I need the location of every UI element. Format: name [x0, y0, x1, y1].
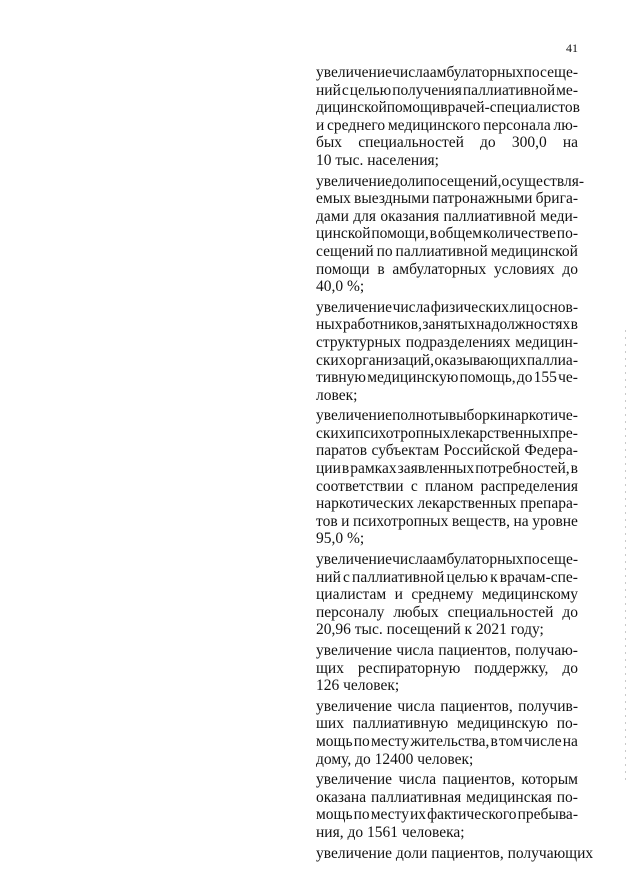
list-item [316, 844, 594, 863]
text-line: 10 тыс. населения; [316, 151, 439, 169]
text-line: увеличение доли пациентов, получающих [316, 844, 594, 862]
text-line: 20,96 тыс. посещений к 2021 году; [316, 621, 544, 639]
text-line: тивную медицинскую помощь, до 155 че- [316, 369, 578, 387]
text-line: мощь по месту их фактического пребыва- [316, 806, 578, 824]
list-item [316, 771, 578, 841]
text-line: емых выездными патронажными брига- [316, 190, 578, 208]
list-item [316, 407, 578, 548]
text-line: увеличение числа пациентов, которым [316, 771, 578, 789]
text-line: наркотических лекарственных препара- [316, 495, 578, 513]
text-line: 95,0 %; [316, 530, 365, 548]
text-line: мощь по месту жительства, в том числе на [316, 732, 578, 750]
text-line: увеличение полноты выборки наркотиче- [316, 407, 578, 425]
text-line: ний с целью получения паллиативной ме- [316, 81, 578, 99]
text-line: щих респираторную поддержку, до [316, 659, 578, 677]
page-number: 41 [566, 41, 578, 55]
list-item [316, 64, 578, 170]
text-line: циалистам и среднему медицинскому [316, 586, 578, 604]
list-item [316, 642, 578, 695]
text-line: 126 человек; [316, 677, 400, 695]
text-line: ных работников, занятых на должностях в [316, 316, 578, 334]
text-line: сещений по паллиативной медицинской [316, 242, 578, 260]
text-line: ших паллиативную медицинскую по- [316, 715, 578, 733]
text-line: паратов субъектам Российской Федера- [316, 442, 578, 460]
list-item [316, 172, 585, 296]
text-line: увеличение числа физических лиц основ- [316, 298, 578, 316]
text-line: соответствии с планом распределения [316, 477, 578, 495]
text-line: бых специальностей до 300,0 на [316, 134, 578, 152]
text-line: дицинской помощи врачей-специалистов [316, 99, 580, 117]
text-line: цинской помощи, в общем количестве по- [316, 225, 578, 243]
text-line: ских и психотропных лекарственных пре- [316, 424, 578, 442]
text-line: структурных подразделениях медицин- [316, 333, 578, 351]
list-item [316, 551, 578, 639]
text-line: ний с паллиативной целью к врачам-спе- [316, 568, 578, 586]
list-item [316, 299, 578, 405]
scan-artifact-line [625, 330, 626, 780]
text-line: персоналу любых специальностей до [316, 603, 578, 621]
text-line: ции в рамках заявленных потребностей, в [316, 460, 578, 478]
text-line: и среднего медицинского персонала лю- [316, 116, 578, 134]
text-line: помощи в амбулаторных условиях до [316, 260, 578, 278]
text-line: оказана паллиативная медицинская по- [316, 788, 578, 806]
text-line: ских организаций, оказывающих паллиа- [316, 351, 578, 369]
text-line: увеличение доли посещений, осуществля- [316, 172, 585, 190]
text-line: дому, до 12400 человек; [316, 750, 474, 768]
document-body [316, 64, 594, 862]
text-line: тов и психотропных веществ, на уровне [316, 512, 578, 530]
text-line: увеличение числа пациентов, получив- [316, 697, 578, 715]
list-item [316, 698, 578, 768]
text-line: дами для оказания паллиативной меди- [316, 207, 578, 225]
text-line: ловек; [316, 386, 358, 404]
text-line: ния, до 1561 человека; [316, 823, 465, 841]
text-line: увеличение числа амбулаторных посеще- [316, 551, 578, 569]
text-line: увеличение числа пациентов, получаю- [316, 642, 578, 659]
text-line: увеличение числа амбулаторных посеще- [316, 64, 578, 81]
text-line: 40,0 %; [316, 278, 365, 296]
